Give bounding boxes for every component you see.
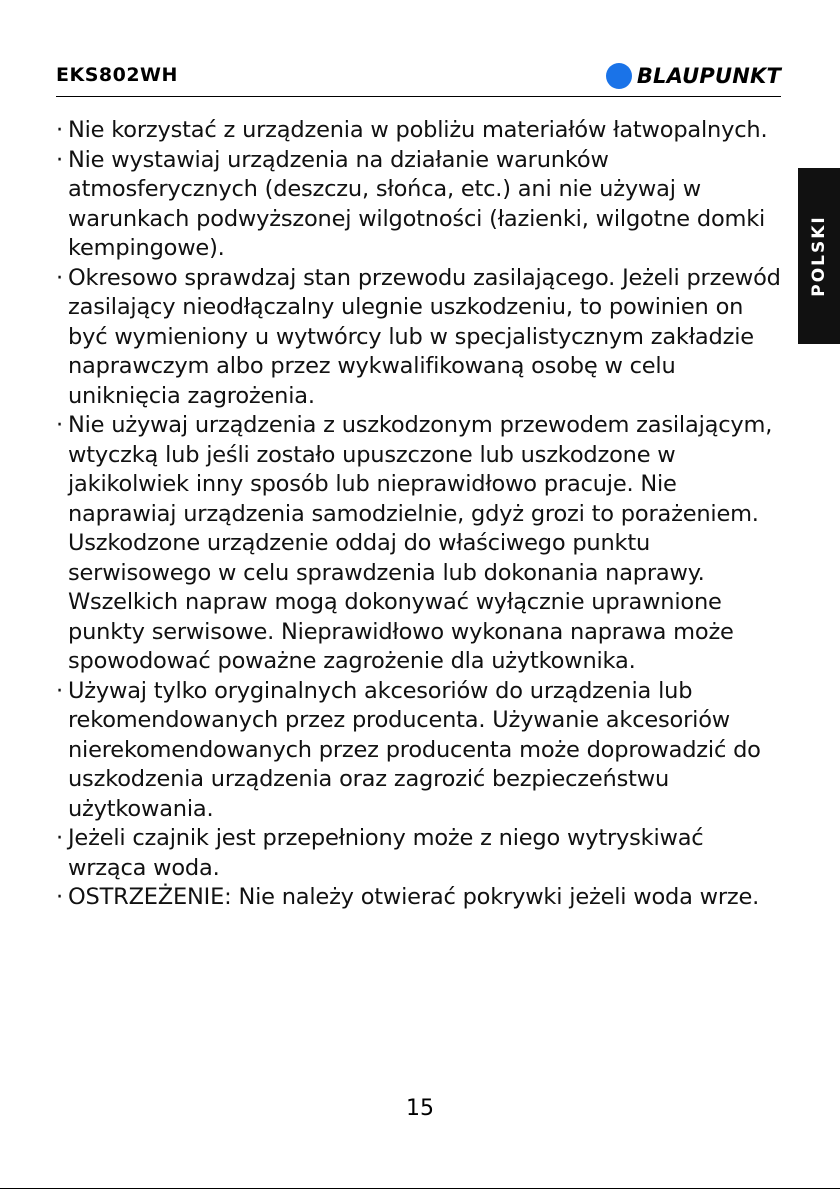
brand-logo bbox=[606, 63, 781, 89]
safety-instructions-list bbox=[56, 116, 786, 913]
bullet-icon: · bbox=[56, 412, 63, 438]
bullet-icon: · bbox=[56, 884, 63, 910]
bullet-icon: · bbox=[56, 825, 63, 851]
model-number: EKS802WH bbox=[56, 64, 178, 86]
list-item bbox=[56, 411, 786, 677]
page-header bbox=[56, 64, 781, 98]
list-item-text: Jeżeli czajnik jest przepełniony może z niego wytryskiwać wrząca woda. bbox=[68, 825, 704, 881]
language-tab bbox=[798, 168, 840, 344]
header-divider bbox=[56, 96, 781, 97]
list-item bbox=[56, 146, 786, 264]
list-item bbox=[56, 824, 786, 883]
list-item-text: Nie wystawiaj urządzenia na działanie warunków atmosferycznych (deszczu, słońca, etc.) ani nie używaj w warunkach podwyższonej wilgotności (łazienki, wilgotne domki kempingowe). bbox=[68, 146, 766, 261]
list-item-text: Okresowo sprawdzaj stan przewodu zasilającego. Jeżeli przewód zasilający nieodłączalny ulegnie uszkodzeniu, to powinien on być wymieniony u wytwórcy lub w specjalistycznym zakładzie naprawczym albo przez wykwalifikowaną osobę w celu uniknięcia zagrożenia. bbox=[68, 264, 781, 409]
list-item-text: Nie korzystać z urządzenia w pobliżu materiałów łatwopalnych. bbox=[68, 117, 768, 143]
list-item bbox=[56, 264, 786, 412]
bullet-icon: · bbox=[56, 117, 63, 143]
brand-name: BLAUPUNKT bbox=[636, 64, 781, 88]
bullet-icon: · bbox=[56, 264, 63, 291]
list-item-text: Nie używaj urządzenia z uszkodzonym przewodem zasilającym, wtyczką lub jeśli zostało upuszczone lub uszkodzone w jakikolwiek inny sposób lub nieprawidłowo pracuje. Nie naprawiaj urządzenia samodzielnie, gdyż grozi to porażeniem. Uszkodzone urządzenie oddaj do właściwego punktu serwisowego w celu sprawdzenia lub dokonania naprawy. Wszelkich napraw mogą dokonywać wyłącznie uprawnione punkty serwisowe. Nieprawidłowo wykonana naprawa może spowodować poważne zagrożenie dla użytkownika. bbox=[68, 412, 773, 674]
page-number: 15 bbox=[406, 1096, 434, 1121]
bullet-icon: · bbox=[56, 677, 63, 704]
list-item bbox=[56, 883, 786, 913]
bullet-icon: · bbox=[56, 146, 63, 173]
list-item bbox=[56, 116, 786, 146]
list-item bbox=[56, 677, 786, 825]
bottom-divider bbox=[0, 1188, 840, 1189]
list-item-text: Używaj tylko oryginalnych akcesoriów do urządzenia lub rekomendowanych przez producenta. Używanie akcesoriów nierekomendowanych przez producenta może doprowadzić do uszkodzenia urządzenia oraz zagrozić bezpieczeństwu użytkowania. bbox=[68, 677, 761, 822]
language-tab-label: POLSKI bbox=[809, 215, 829, 297]
brand-dot-icon bbox=[606, 63, 632, 89]
list-item-text: OSTRZEŻENIE: Nie należy otwierać pokrywki jeżeli woda wrze. bbox=[68, 884, 760, 910]
